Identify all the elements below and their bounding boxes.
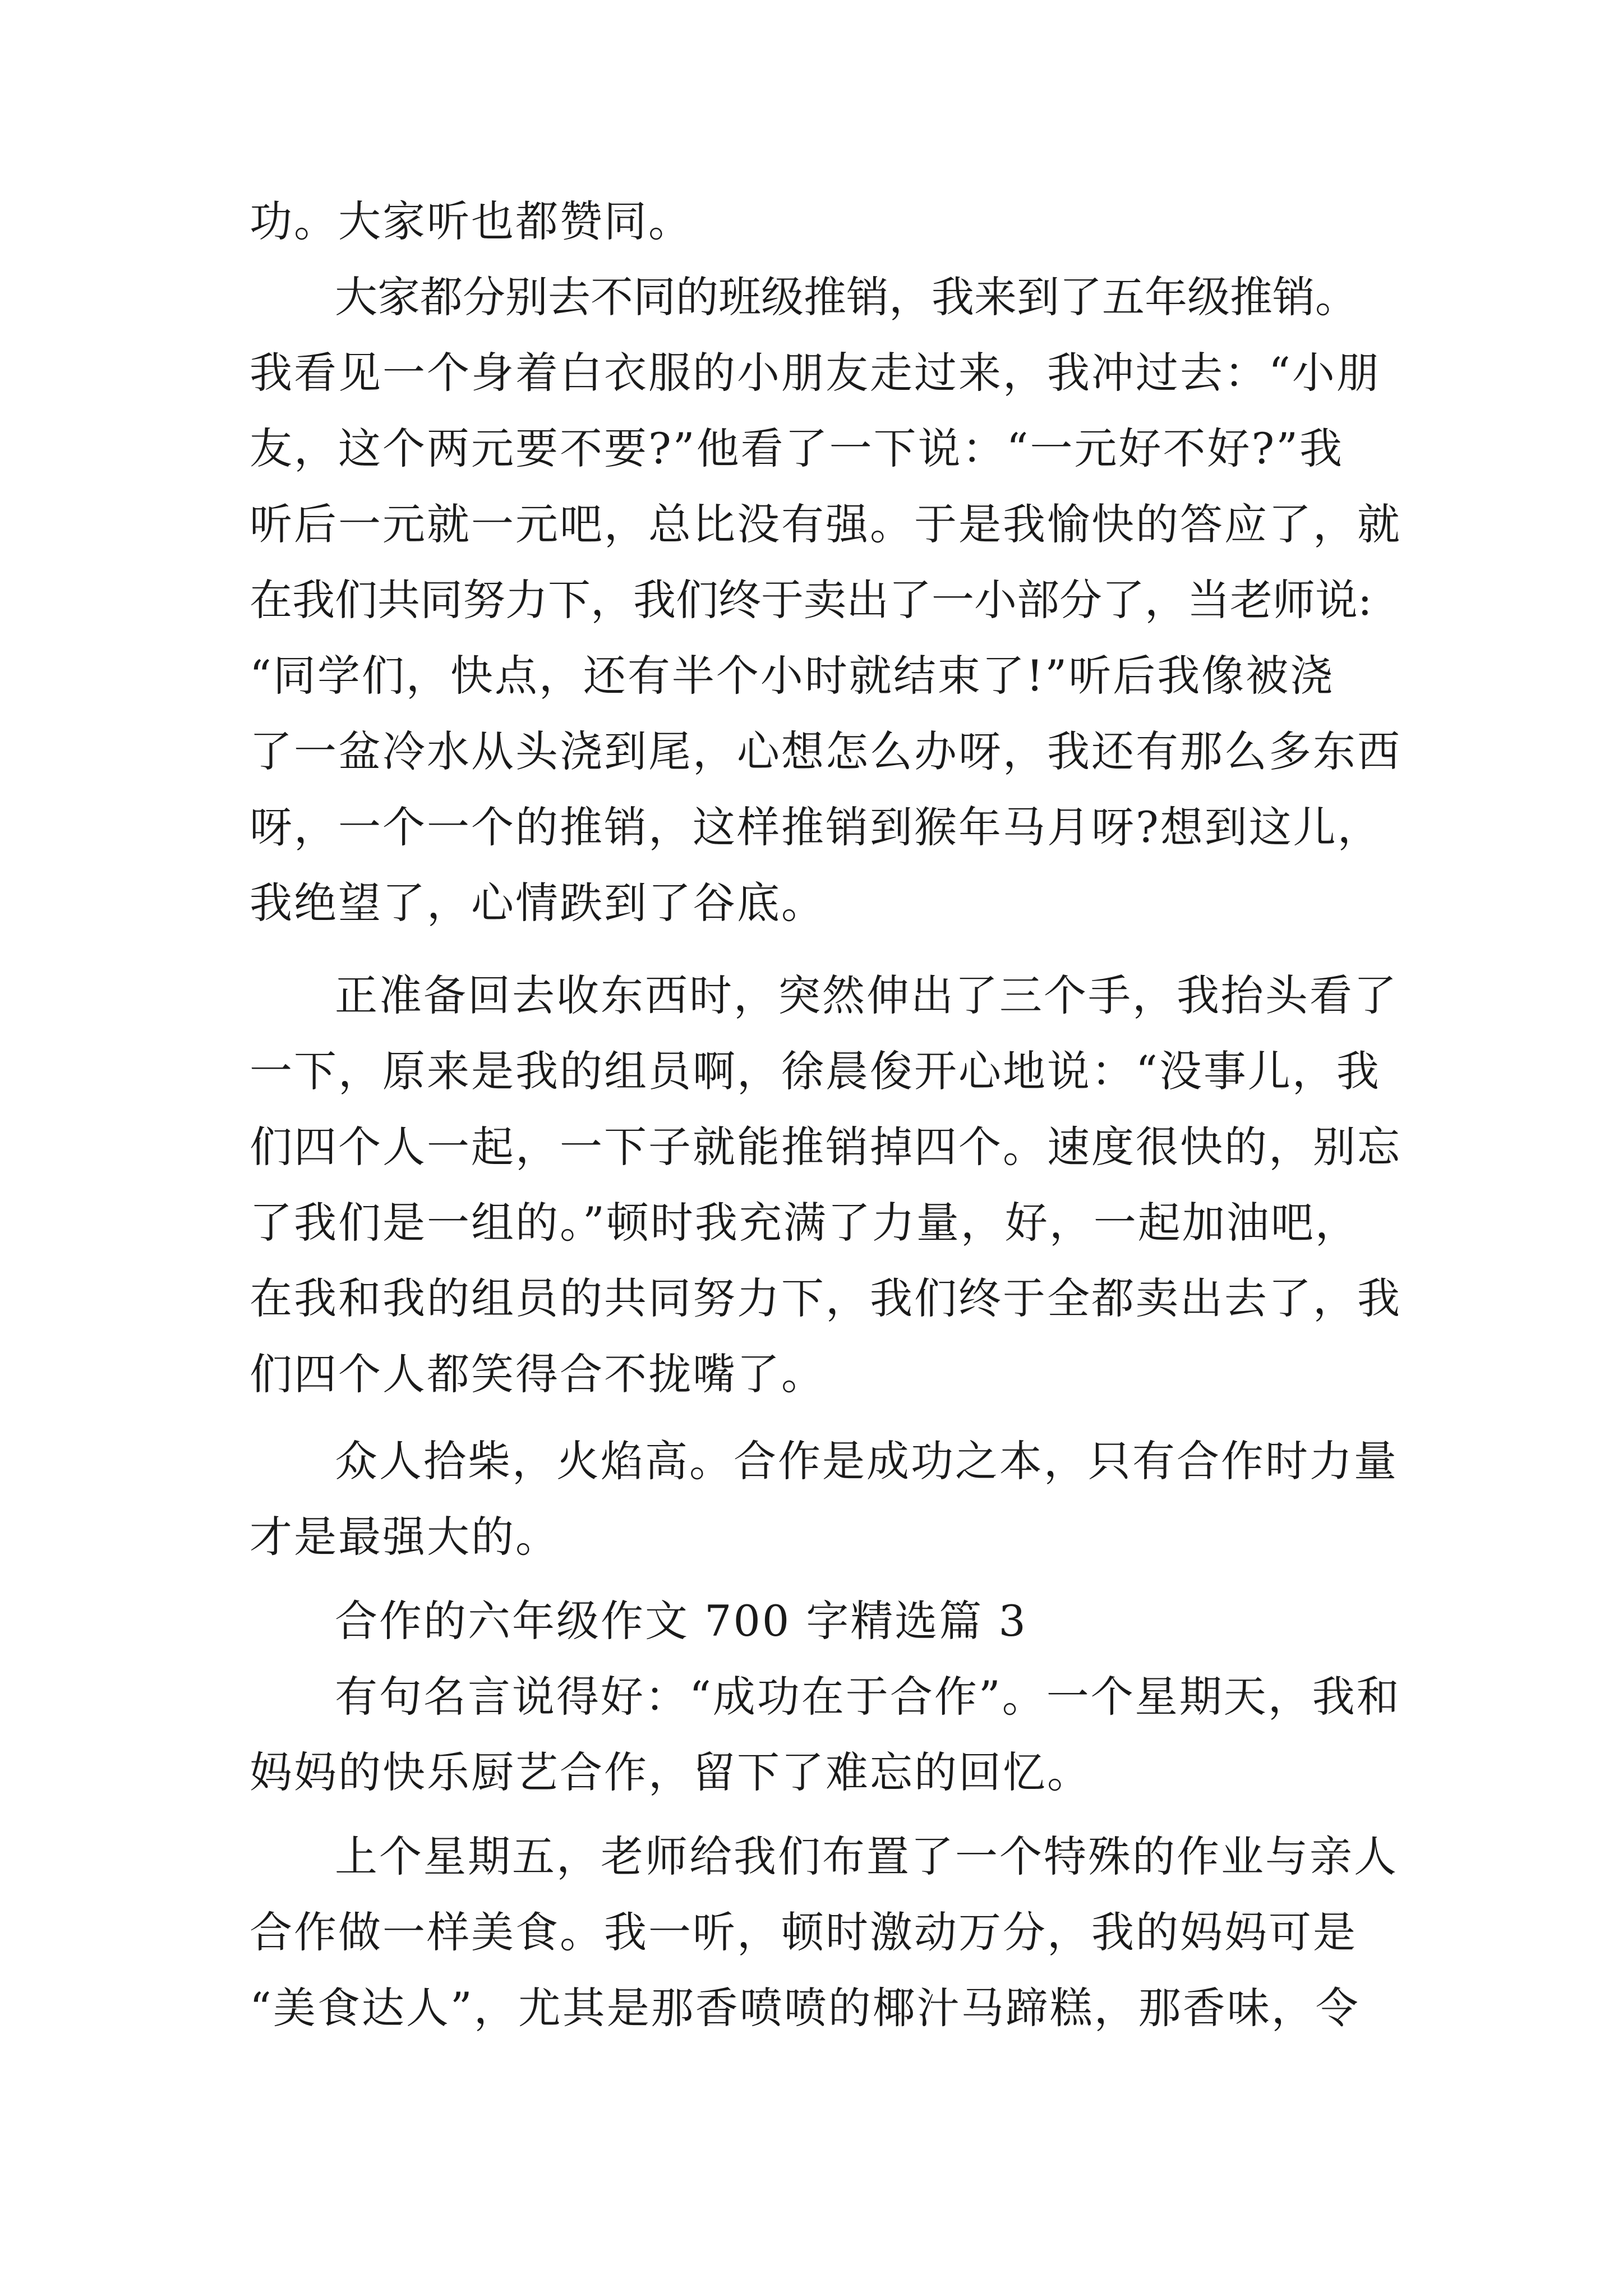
- text-line: 听后一元就一元吧，总比没有强。于是我愉快的答应了，就: [250, 499, 1401, 549]
- text-line: 呀，一个一个的推销，这样推销到猴年马月呀?想到这儿，: [250, 802, 1382, 852]
- text-line: 大家都分别去不同的班级推销，我来到了五年级推销。: [335, 272, 1358, 322]
- text-line: 功。大家听也都赞同。: [250, 196, 693, 246]
- text-line: 一下，原来是我的组员啊，徐晨俊开心地说：“没事儿，我: [250, 1046, 1381, 1096]
- text-line: 正准备回去收东西时，突然伸出了三个手，我抬头看了: [335, 970, 1398, 1020]
- text-line: “同学们，快点，还有半个小时就结束了!”听后我像被浇: [250, 651, 1335, 701]
- text-line: 我绝望了，心情跌到了谷底。: [250, 878, 826, 928]
- text-line: 妈妈的快乐厨艺合作，留下了难忘的回忆。: [250, 1747, 1091, 1797]
- text-line: 在我和我的组员的共同努力下，我们终于全都卖出去了，我: [250, 1273, 1401, 1323]
- text-line: 有句名言说得好：“成功在于合作”。一个星期天，我和: [335, 1672, 1401, 1722]
- text-line: 友，这个两元要不要?”他看了一下说：“一元好不好?”我: [250, 424, 1344, 473]
- text-line: 才是最强大的。: [250, 1512, 560, 1562]
- text-line: 了我们是一组的。”顿时我充满了力量，好，一起加油吧，: [250, 1198, 1359, 1248]
- section-heading: 合作的六年级作文 700 字精选篇 3: [335, 1596, 1027, 1646]
- text-line: “美食达人”，尤其是那香喷喷的椰汁马蹄糕，那香味，令: [250, 1983, 1360, 2033]
- text-line: 们四个人都笑得合不拢嘴了。: [250, 1349, 826, 1399]
- text-line: 在我们共同努力下，我们终于卖出了一小部分了，当老师说:: [250, 575, 1372, 625]
- text-line: 合作做一样美食。我一听，顿时激动万分，我的妈妈可是: [250, 1907, 1357, 1957]
- text-line: 众人拾柴，火焰高。合作是成功之本，只有合作时力量: [335, 1436, 1398, 1486]
- text-line: 我看见一个身着白衣服的小朋友走过来，我冲过去：“小朋: [250, 348, 1381, 398]
- text-line: 上个星期五，老师给我们布置了一个特殊的作业与亲人: [335, 1832, 1398, 1881]
- text-line: 们四个人一起，一下子就能推销掉四个。速度很快的，别忘: [250, 1122, 1401, 1172]
- text-line: 了一盆冷水从头浇到尾，心想怎么办呀，我还有那么多东西: [250, 726, 1401, 776]
